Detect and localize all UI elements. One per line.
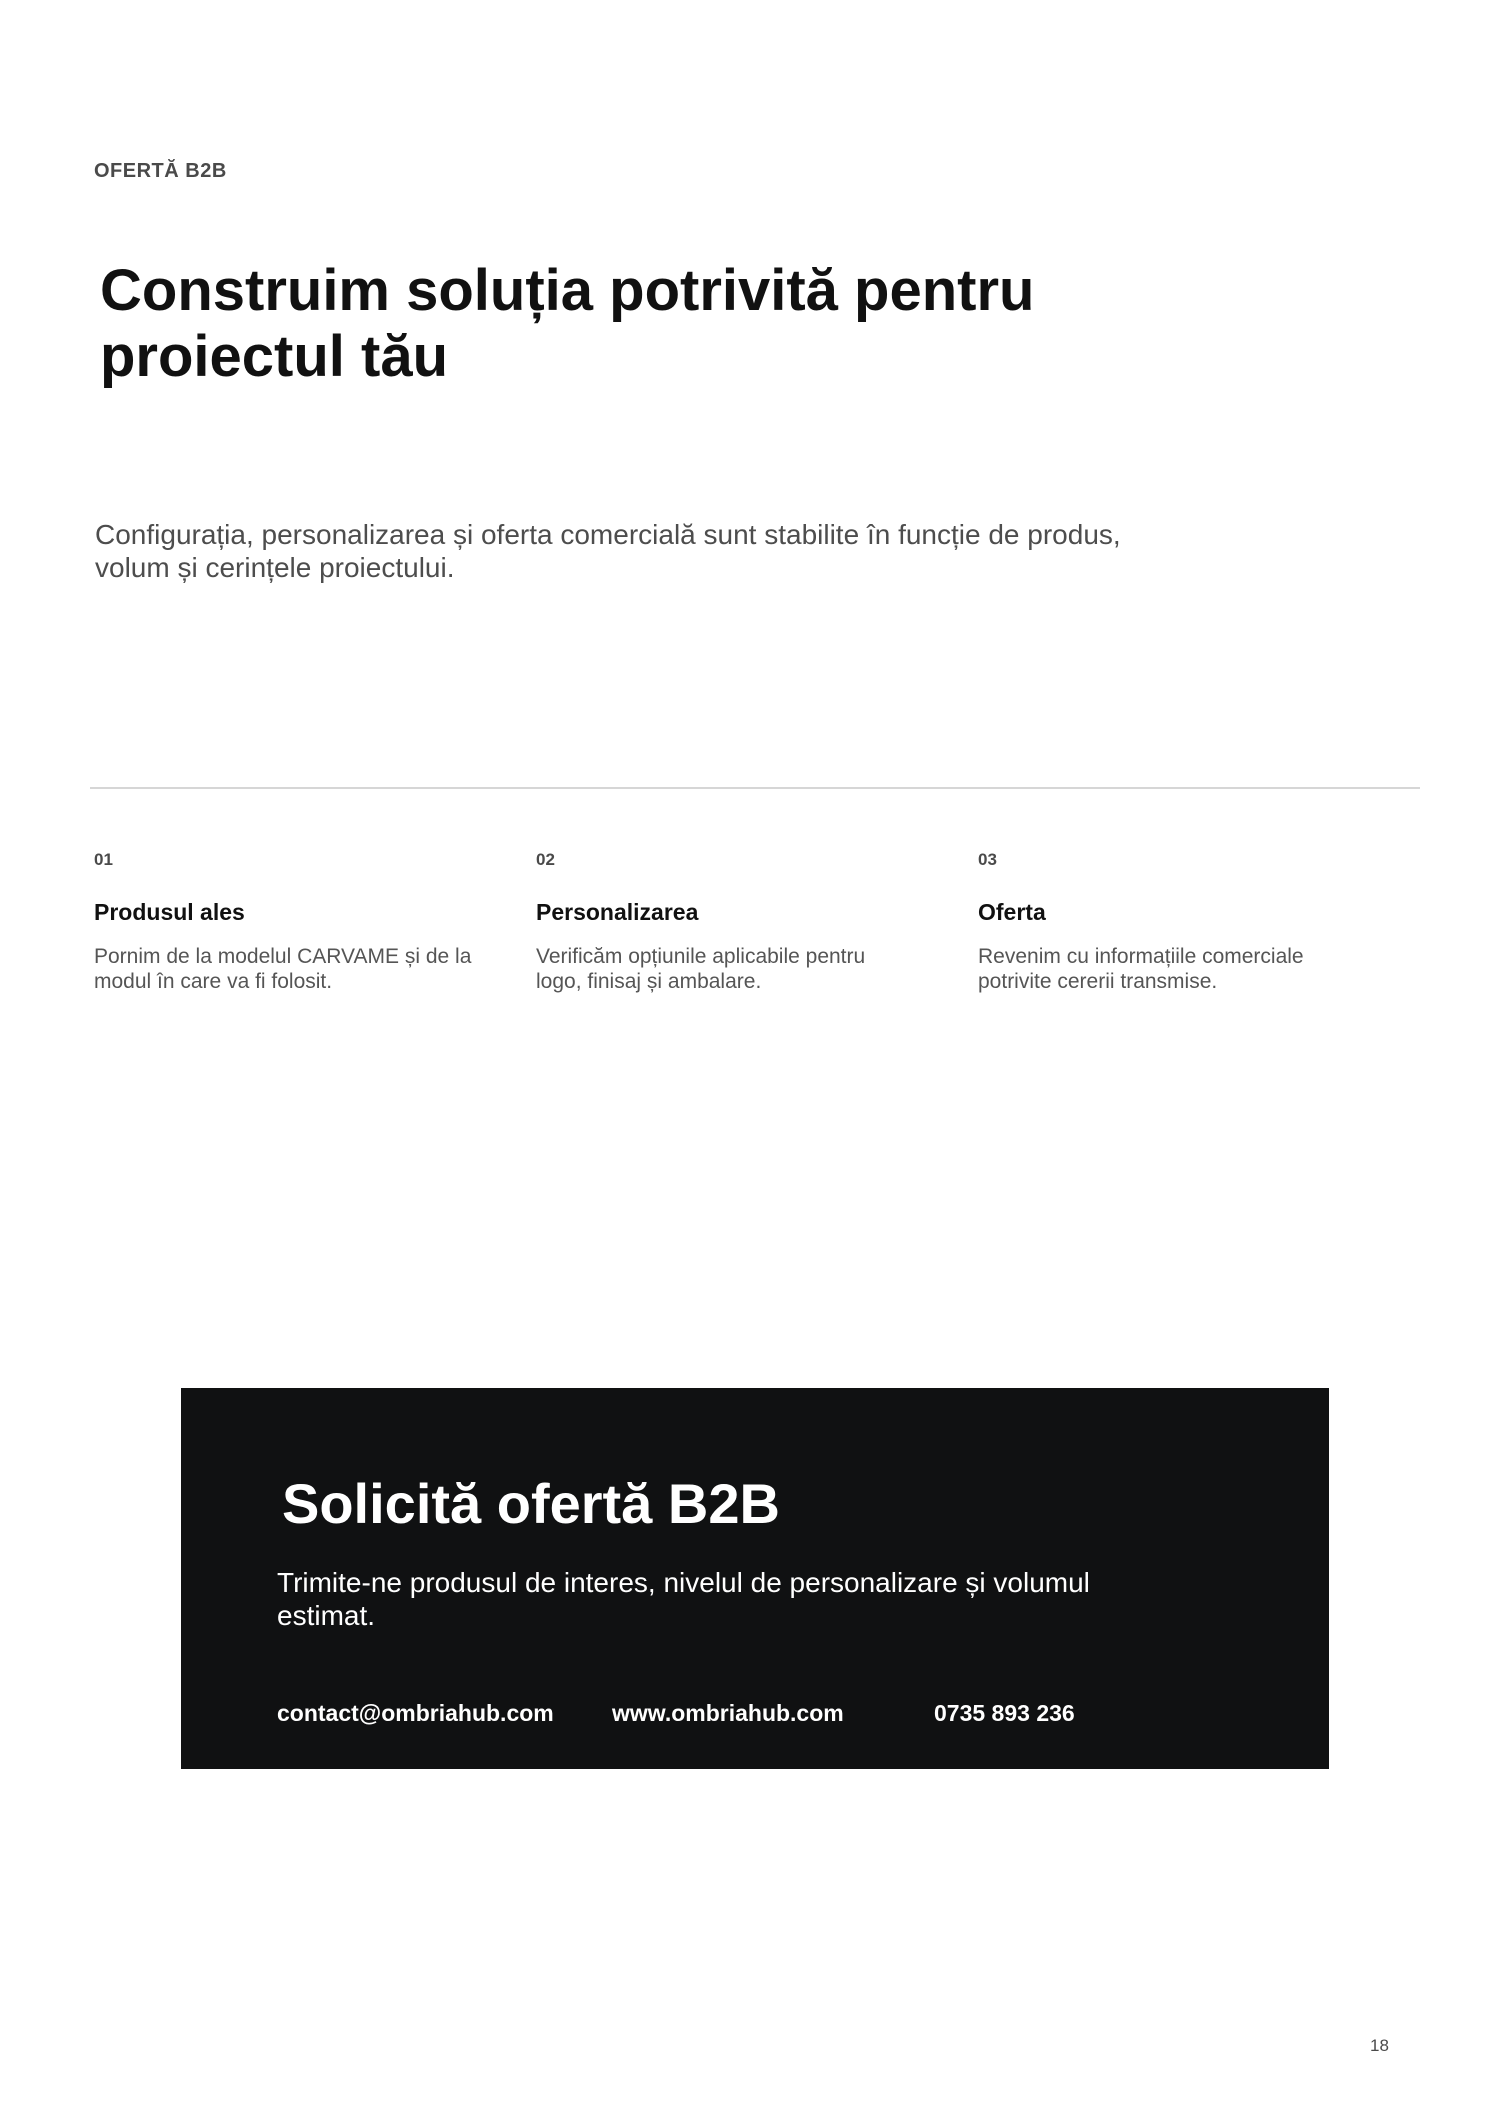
website-link[interactable]: www.ombriahub.com: [612, 1700, 844, 1726]
cta-title: Solicită ofertă B2B: [282, 1472, 780, 1535]
step-title: Personalizarea: [536, 899, 699, 925]
phone-number[interactable]: 0735 893 236: [934, 1700, 1075, 1726]
step-offer: [978, 850, 1378, 994]
page-title: Construim soluția potrivită pentru proiectul tău: [100, 258, 1035, 389]
step-number: 02: [536, 850, 555, 869]
b2b-offer-banner: [181, 1388, 1329, 1769]
intro-paragraph: Configurația, personalizarea și oferta comercială sunt stabilite în funcție de produs, volum și cerințele proiectului.: [95, 519, 1121, 583]
step-title: Oferta: [978, 899, 1046, 925]
step-description: Pornim de la modelul CARVAME și de la modul în care va fi folosit.: [94, 945, 472, 993]
step-description: Verificăm opțiunile aplicabile pentru logo, finisaj și ambalare.: [536, 945, 866, 993]
contact-email-link[interactable]: contact@ombriahub.com: [277, 1700, 554, 1726]
step-title: Produsul ales: [94, 899, 245, 925]
step-personalization: [536, 850, 936, 994]
cta-text: Trimite-ne produsul de interes, nivelul de personalizare și volumul estimat.: [277, 1567, 1090, 1631]
section-divider: [90, 787, 1420, 789]
step-number: 03: [978, 850, 997, 869]
section-eyebrow: OFERTĂ B2B: [94, 160, 227, 182]
page-number: 18: [1370, 2036, 1389, 2055]
step-number: 01: [94, 850, 113, 869]
step-description: Revenim cu informațiile comerciale potrivite cererii transmise.: [978, 945, 1304, 993]
step-product: [94, 850, 494, 994]
